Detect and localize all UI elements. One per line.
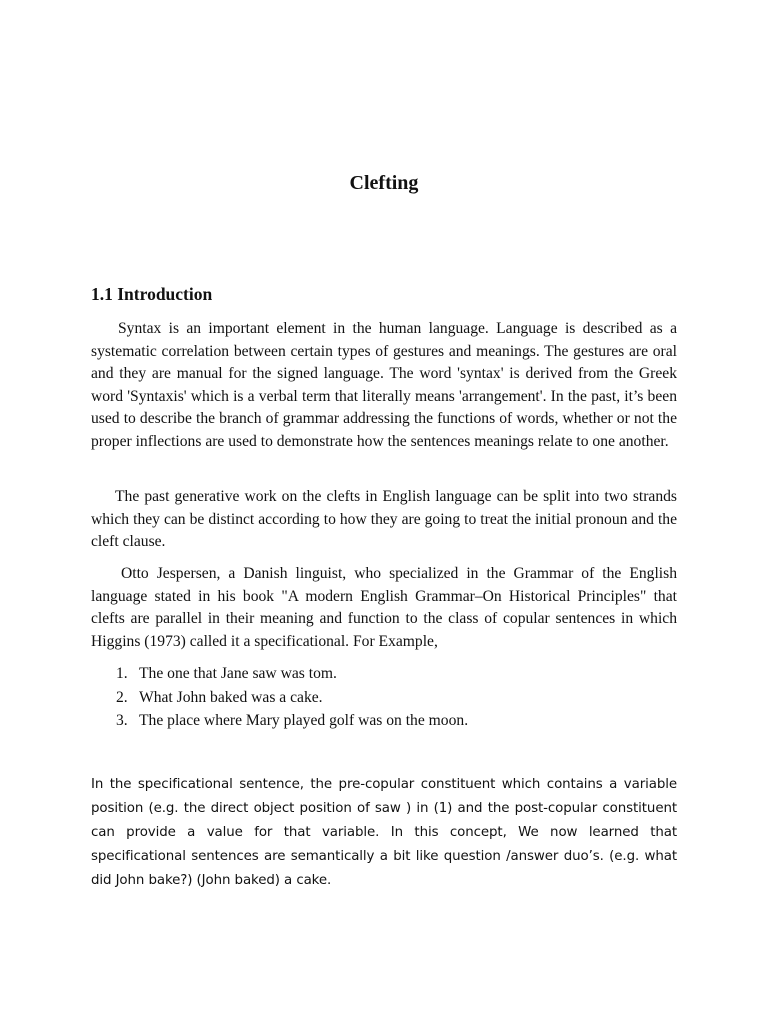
paragraph-jespersen: Otto Jespersen, a Danish linguist, who specialized in the Grammar of the English language stated in his book "A modern English Grammar–On Historical Principles" that clefts are parallel in their meaning and function to the class of copular sentences in which Higgins (1973) called it a specificational. For Example, (91, 565, 677, 650)
paragraph-specificational: In the specificational sentence, the pre-copular constituent which contains a variable position (e.g. the direct object position of saw ) in (1) and the post-copular constituent can provide a value for that variable. In this concept, We now learned that specificational sentences are semantically a bit like question /answer duo’s. (e.g. what did John bake?) (John baked) a cake. (91, 777, 677, 888)
example-item (91, 686, 677, 710)
paragraph-generative-work: The past generative work on the clefts in English language can be split into two strands which they can be distinct according to how they are going to treat the initial pronoun and the cleft clause. (91, 488, 677, 551)
example-list (91, 662, 677, 733)
example-number: 1. (116, 665, 128, 682)
example-number: 2. (116, 688, 128, 706)
example-item (91, 709, 677, 733)
section-heading: 1.1 Introduction (91, 284, 213, 304)
example-text: The one that Jane saw was tom. (139, 665, 337, 682)
example-text: What John baked was a cake. (139, 688, 323, 706)
example-number: 3. (116, 712, 128, 729)
document-title: Clefting (349, 172, 419, 194)
example-item (91, 662, 677, 686)
example-text: The place where Mary played golf was on the moon. (139, 712, 469, 729)
paragraph-syntax-intro: Syntax is an important element in the human language. Language is described as a systematic correlation between certain types of gestures and meanings. The gestures are oral and they are manual for the signed language. The word 'syntax' is derived from the Greek word 'Syntaxis' which is a verbal term that literally means 'arrangement'. In the past, it’s been used to describe the branch of grammar addressing the functions of words, whether or not the proper inflections are used to demonstrate how the sentences meanings relate to one another. (91, 320, 677, 450)
